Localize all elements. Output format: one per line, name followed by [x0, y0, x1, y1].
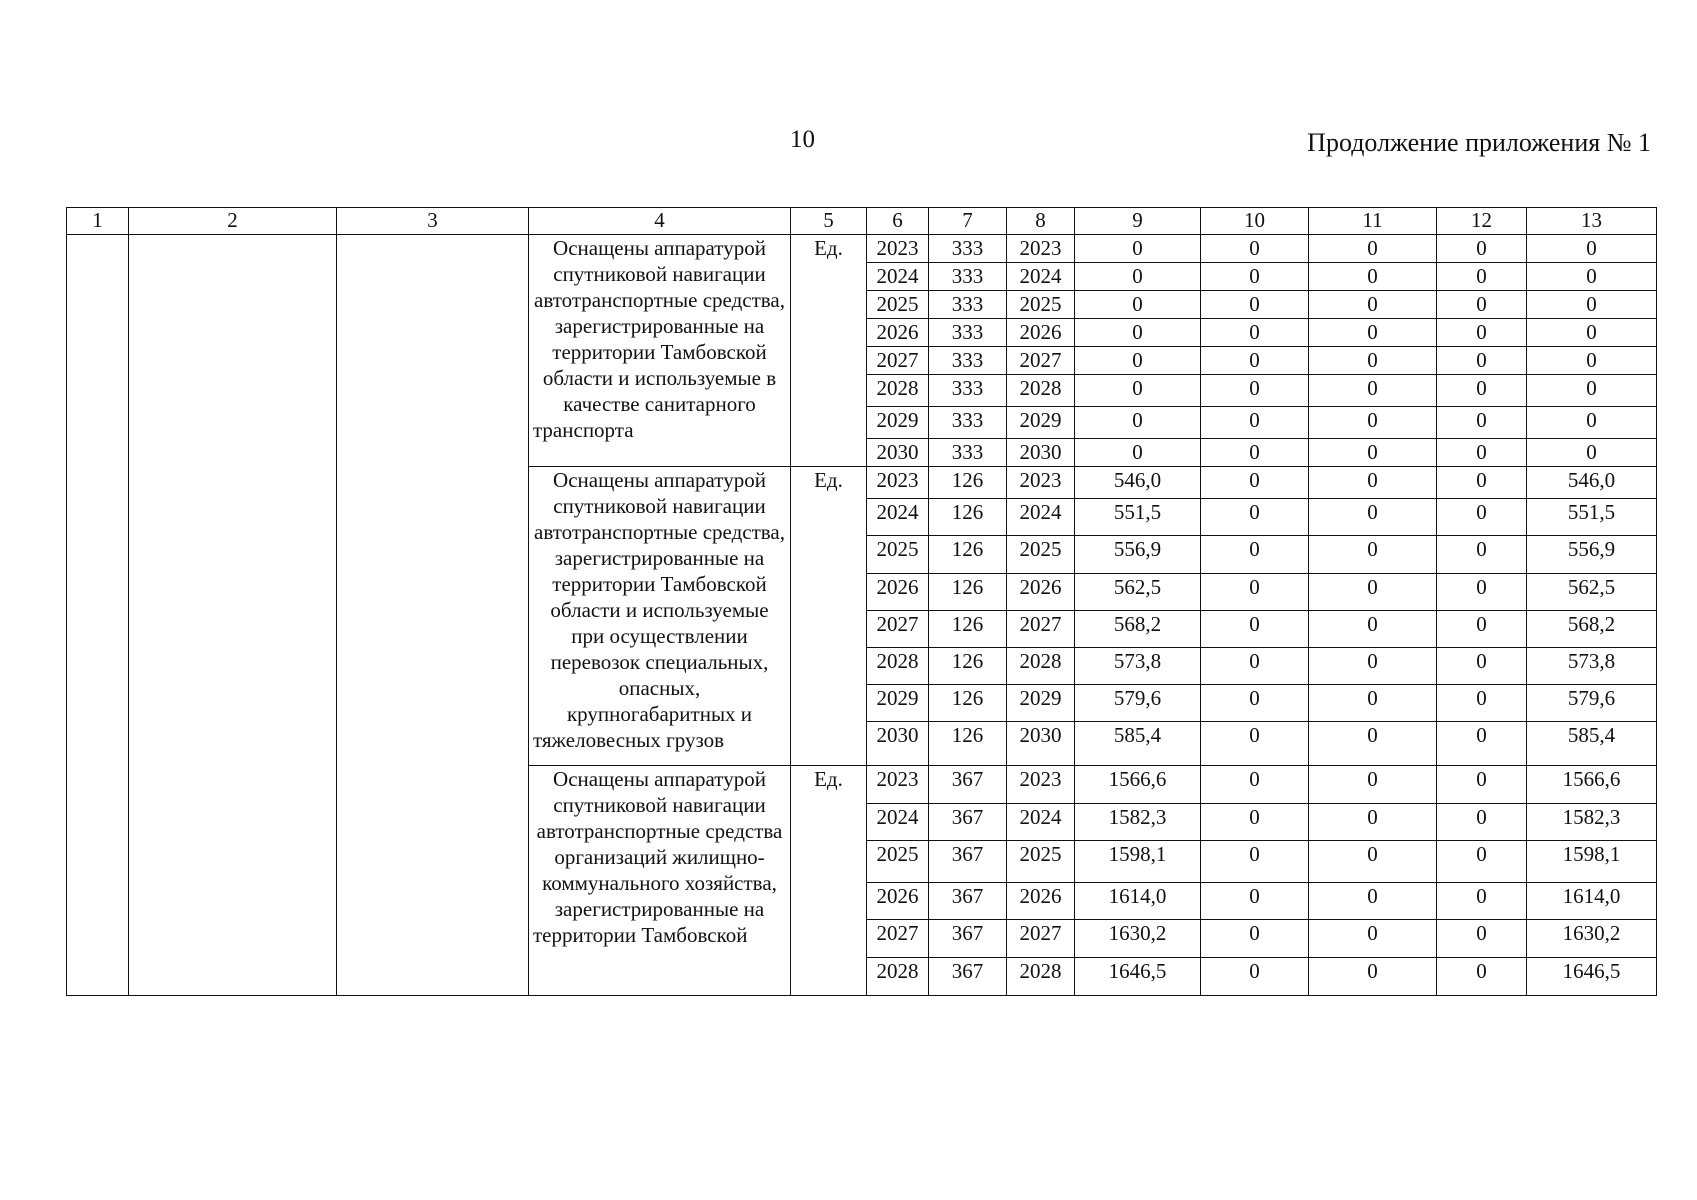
value-cell: 0 [1201, 263, 1309, 291]
value-cell: 1566,6 [1075, 766, 1201, 804]
col-1-blank [67, 235, 129, 996]
column-header: 4 [529, 208, 791, 235]
value-cell: 0 [1201, 883, 1309, 920]
value-cell: 0 [1437, 574, 1527, 611]
value-cell: 333 [929, 347, 1007, 375]
value-cell: 551,5 [1075, 499, 1201, 536]
value-cell: 0 [1309, 235, 1437, 263]
value-cell: 1646,5 [1075, 958, 1201, 996]
value-cell: 0 [1437, 920, 1527, 958]
column-header: 11 [1309, 208, 1437, 235]
value-cell: 0 [1527, 263, 1657, 291]
value-cell: 367 [929, 804, 1007, 841]
value-cell: 0 [1201, 375, 1309, 407]
value-cell: 333 [929, 439, 1007, 467]
value-cell: 2025 [1007, 291, 1075, 319]
value-cell: 2025 [1007, 841, 1075, 883]
value-cell: 0 [1309, 685, 1437, 722]
value-cell: 2027 [867, 920, 929, 958]
value-cell: 2026 [867, 319, 929, 347]
value-cell: 2024 [867, 804, 929, 841]
value-cell: 2024 [867, 499, 929, 536]
value-cell: 2027 [867, 611, 929, 648]
value-cell: 0 [1201, 319, 1309, 347]
value-cell: 2028 [1007, 648, 1075, 685]
value-cell: 0 [1437, 263, 1527, 291]
column-header: 9 [1075, 208, 1201, 235]
value-cell: 1614,0 [1075, 883, 1201, 920]
value-cell: 562,5 [1527, 574, 1657, 611]
value-cell: 2028 [867, 648, 929, 685]
value-cell: 1582,3 [1527, 804, 1657, 841]
value-cell: 546,0 [1527, 467, 1657, 499]
unit-cell: Ед. [791, 766, 867, 996]
value-cell: 0 [1309, 841, 1437, 883]
value-cell: 0 [1201, 407, 1309, 439]
column-header: 10 [1201, 208, 1309, 235]
value-cell: 0 [1309, 804, 1437, 841]
value-cell: 0 [1309, 263, 1437, 291]
value-cell: 0 [1201, 235, 1309, 263]
value-cell: 2028 [867, 375, 929, 407]
value-cell: 0 [1075, 263, 1201, 291]
value-cell: 2023 [1007, 766, 1075, 804]
value-cell: 2030 [1007, 439, 1075, 467]
value-cell: 0 [1437, 347, 1527, 375]
value-cell: 2025 [867, 536, 929, 574]
value-cell: 585,4 [1075, 722, 1201, 766]
value-cell: 0 [1201, 291, 1309, 319]
value-cell: 0 [1437, 536, 1527, 574]
value-cell: 0 [1437, 467, 1527, 499]
value-cell: 579,6 [1527, 685, 1657, 722]
value-cell: 2028 [867, 958, 929, 996]
value-cell: 0 [1309, 407, 1437, 439]
value-cell: 0 [1527, 347, 1657, 375]
column-header: 2 [129, 208, 337, 235]
value-cell: 2029 [1007, 685, 1075, 722]
value-cell: 0 [1201, 804, 1309, 841]
value-cell: 126 [929, 467, 1007, 499]
column-header: 5 [791, 208, 867, 235]
value-cell: 0 [1201, 722, 1309, 766]
column-header: 6 [867, 208, 929, 235]
value-cell: 579,6 [1075, 685, 1201, 722]
value-cell: 0 [1437, 499, 1527, 536]
value-cell: 0 [1075, 235, 1201, 263]
value-cell: 0 [1309, 375, 1437, 407]
value-cell: 126 [929, 722, 1007, 766]
value-cell: 0 [1309, 958, 1437, 996]
indicator-description: Оснащены аппаратурой спутниковой навигации автотранспортные средства организаций жилищно-коммунального хозяйства, зарегистрированные на территории Тамбовской [529, 766, 791, 996]
value-cell: 0 [1309, 766, 1437, 804]
value-cell: 0 [1309, 883, 1437, 920]
col-2-blank [129, 235, 337, 996]
value-cell: 2023 [1007, 467, 1075, 499]
value-cell: 0 [1201, 347, 1309, 375]
value-cell: 0 [1527, 319, 1657, 347]
value-cell: 0 [1075, 375, 1201, 407]
value-cell: 0 [1437, 611, 1527, 648]
value-cell: 0 [1437, 648, 1527, 685]
value-cell: 556,9 [1527, 536, 1657, 574]
value-cell: 1598,1 [1075, 841, 1201, 883]
col-3-blank [337, 235, 529, 996]
value-cell: 2028 [1007, 958, 1075, 996]
value-cell: 367 [929, 841, 1007, 883]
value-cell: 0 [1437, 407, 1527, 439]
value-cell: 2027 [867, 347, 929, 375]
value-cell: 1630,2 [1075, 920, 1201, 958]
value-cell: 0 [1201, 611, 1309, 648]
value-cell: 367 [929, 920, 1007, 958]
value-cell: 333 [929, 235, 1007, 263]
value-cell: 126 [929, 685, 1007, 722]
value-cell: 0 [1309, 536, 1437, 574]
value-cell: 0 [1201, 439, 1309, 467]
value-cell: 0 [1201, 841, 1309, 883]
value-cell: 585,4 [1527, 722, 1657, 766]
value-cell: 2030 [867, 439, 929, 467]
value-cell: 573,8 [1075, 648, 1201, 685]
value-cell: 0 [1075, 347, 1201, 375]
value-cell: 0 [1309, 722, 1437, 766]
value-cell: 1630,2 [1527, 920, 1657, 958]
value-cell: 2023 [867, 235, 929, 263]
column-header: 1 [67, 208, 129, 235]
column-header: 13 [1527, 208, 1657, 235]
value-cell: 0 [1201, 536, 1309, 574]
value-cell: 126 [929, 536, 1007, 574]
value-cell: 0 [1201, 648, 1309, 685]
value-cell: 2026 [1007, 574, 1075, 611]
value-cell: 0 [1201, 574, 1309, 611]
value-cell: 562,5 [1075, 574, 1201, 611]
value-cell: 2027 [1007, 920, 1075, 958]
unit-cell: Ед. [791, 235, 867, 467]
value-cell: 333 [929, 407, 1007, 439]
value-cell: 2029 [1007, 407, 1075, 439]
value-cell: 0 [1201, 467, 1309, 499]
value-cell: 0 [1527, 291, 1657, 319]
value-cell: 0 [1309, 611, 1437, 648]
value-cell: 367 [929, 883, 1007, 920]
value-cell: 0 [1309, 319, 1437, 347]
value-cell: 1614,0 [1527, 883, 1657, 920]
data-table [66, 207, 1657, 996]
value-cell: 2027 [1007, 611, 1075, 648]
value-cell: 2026 [867, 574, 929, 611]
value-cell: 0 [1437, 319, 1527, 347]
value-cell: 2025 [1007, 536, 1075, 574]
value-cell: 1566,6 [1527, 766, 1657, 804]
value-cell: 367 [929, 958, 1007, 996]
page-header: Продолжение приложения № 1 [1307, 128, 1651, 157]
column-header: 8 [1007, 208, 1075, 235]
value-cell: 2029 [867, 685, 929, 722]
value-cell: 2030 [1007, 722, 1075, 766]
value-cell: 2024 [1007, 263, 1075, 291]
value-cell: 0 [1309, 648, 1437, 685]
value-cell: 0 [1437, 804, 1527, 841]
value-cell: 0 [1075, 439, 1201, 467]
table-row [67, 235, 1657, 263]
value-cell: 2025 [867, 291, 929, 319]
value-cell: 0 [1201, 920, 1309, 958]
value-cell: 0 [1201, 685, 1309, 722]
indicator-description: Оснащены аппаратурой спутниковой навигации автотранспортные средства, зарегистрированные на территории Тамбовской области и используемые при осуществлении перевозок специальных, опасных, крупногабаритных и тяжеловесных грузов [529, 467, 791, 766]
value-cell: 0 [1527, 439, 1657, 467]
value-cell: 0 [1309, 920, 1437, 958]
page-number: 10 [790, 126, 815, 153]
value-cell: 0 [1527, 407, 1657, 439]
column-header: 12 [1437, 208, 1527, 235]
value-cell: 568,2 [1075, 611, 1201, 648]
value-cell: 333 [929, 291, 1007, 319]
value-cell: 2024 [1007, 804, 1075, 841]
value-cell: 2030 [867, 722, 929, 766]
value-cell: 2024 [1007, 499, 1075, 536]
value-cell: 0 [1437, 685, 1527, 722]
value-cell: 333 [929, 263, 1007, 291]
value-cell: 2023 [1007, 235, 1075, 263]
value-cell: 0 [1437, 883, 1527, 920]
value-cell: 2029 [867, 407, 929, 439]
value-cell: 2023 [867, 467, 929, 499]
value-cell: 1582,3 [1075, 804, 1201, 841]
value-cell: 0 [1309, 574, 1437, 611]
value-cell: 1646,5 [1527, 958, 1657, 996]
column-header: 7 [929, 208, 1007, 235]
value-cell: 0 [1309, 467, 1437, 499]
value-cell: 2023 [867, 766, 929, 804]
value-cell: 0 [1201, 766, 1309, 804]
value-cell: 126 [929, 499, 1007, 536]
value-cell: 0 [1309, 439, 1437, 467]
value-cell: 2025 [867, 841, 929, 883]
value-cell: 0 [1201, 499, 1309, 536]
value-cell: 546,0 [1075, 467, 1201, 499]
value-cell: 0 [1201, 958, 1309, 996]
value-cell: 573,8 [1527, 648, 1657, 685]
value-cell: 0 [1437, 291, 1527, 319]
value-cell: 0 [1437, 841, 1527, 883]
value-cell: 126 [929, 574, 1007, 611]
value-cell: 1598,1 [1527, 841, 1657, 883]
value-cell: 0 [1527, 235, 1657, 263]
value-cell: 0 [1437, 958, 1527, 996]
value-cell: 0 [1437, 766, 1527, 804]
value-cell: 0 [1437, 235, 1527, 263]
value-cell: 126 [929, 611, 1007, 648]
value-cell: 0 [1437, 722, 1527, 766]
value-cell: 568,2 [1527, 611, 1657, 648]
value-cell: 2028 [1007, 375, 1075, 407]
value-cell: 126 [929, 648, 1007, 685]
value-cell: 333 [929, 375, 1007, 407]
value-cell: 367 [929, 766, 1007, 804]
value-cell: 551,5 [1527, 499, 1657, 536]
value-cell: 0 [1527, 375, 1657, 407]
value-cell: 0 [1437, 439, 1527, 467]
value-cell: 0 [1309, 499, 1437, 536]
header-row [67, 208, 1657, 235]
value-cell: 0 [1075, 319, 1201, 347]
value-cell: 333 [929, 319, 1007, 347]
value-cell: 2024 [867, 263, 929, 291]
value-cell: 0 [1075, 407, 1201, 439]
indicator-description: Оснащены аппаратурой спутниковой навигации автотранспортные средства, зарегистрированные на территории Тамбовской области и используемые в качестве санитарного транспорта [529, 235, 791, 467]
unit-cell: Ед. [791, 467, 867, 766]
value-cell: 0 [1437, 375, 1527, 407]
column-header: 3 [337, 208, 529, 235]
value-cell: 2026 [1007, 319, 1075, 347]
value-cell: 0 [1309, 347, 1437, 375]
value-cell: 0 [1075, 291, 1201, 319]
value-cell: 2026 [1007, 883, 1075, 920]
value-cell: 556,9 [1075, 536, 1201, 574]
value-cell: 2027 [1007, 347, 1075, 375]
value-cell: 2026 [867, 883, 929, 920]
value-cell: 0 [1309, 291, 1437, 319]
